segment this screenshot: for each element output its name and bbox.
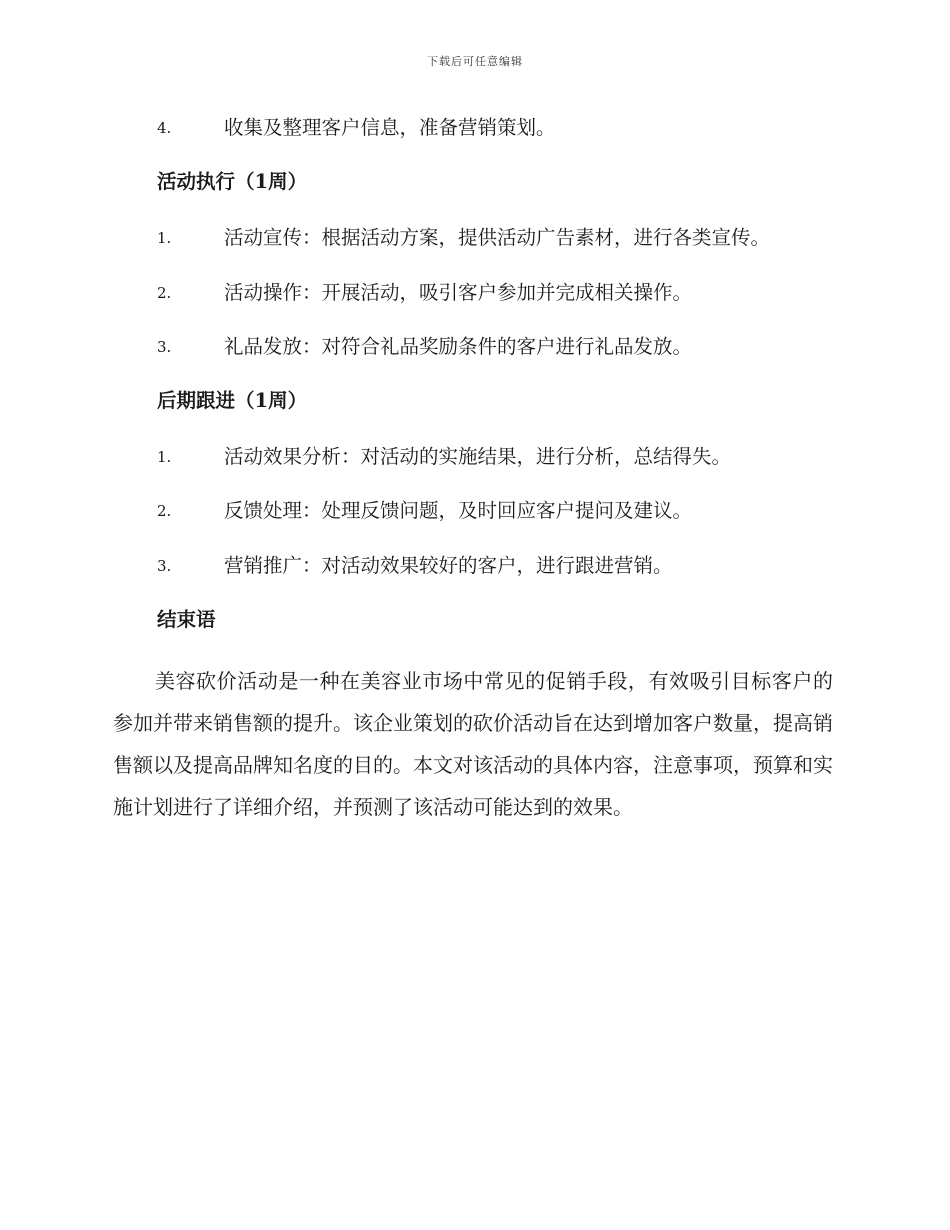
list-item (0, 443, 950, 471)
list-number: 1. (157, 448, 172, 466)
list-number: 2. (157, 502, 172, 520)
list-item (0, 224, 950, 252)
list-item (0, 333, 950, 361)
list-text: 活动操作：开展活动，吸引客户参加并完成相关操作。 (224, 281, 693, 304)
page-header: 下载后可任意编辑 (427, 55, 523, 68)
list-text: 活动效果分析：对活动的实施结果，进行分析，总结得失。 (224, 445, 732, 468)
list-item (0, 552, 950, 580)
list-text: 营销推广：对活动效果较好的客户，进行跟进营销。 (224, 554, 673, 577)
list-number: 2. (157, 284, 172, 302)
list-text: 活动宣传：根据活动方案，提供活动广告素材，进行各类宣传。 (224, 226, 771, 249)
list-number: 3. (157, 338, 172, 356)
list-number: 4. (157, 119, 172, 137)
list-text: 反馈处理：处理反馈问题，及时回应客户提问及建议。 (224, 499, 693, 522)
list-item (0, 114, 950, 142)
list-text: 收集及整理客户信息，准备营销策划。 (224, 116, 556, 139)
list-number: 1. (157, 229, 172, 247)
list-item (0, 279, 950, 307)
section-heading-followup: 后期跟进（1周） (157, 389, 308, 412)
section-heading-execution: 活动执行（1周） (157, 170, 308, 193)
list-number: 3. (157, 557, 172, 575)
list-item (0, 497, 950, 525)
list-text: 礼品发放：对符合礼品奖励条件的客户进行礼品发放。 (224, 335, 693, 358)
conclusion-paragraph: 美容砍价活动是一种在美容业市场中常见的促销手段，有效吸引目标客户的参加并带来销售额的提升。该企业策划的砍价活动旨在达到增加客户数量，提高销售额以及提高品牌知名度的目的。本文对该活动的具体内容，注意事项，预算和实施计划进行了详细介绍，并预测了该活动可能达到的效果。 (113, 669, 833, 819)
section-heading-conclusion: 结束语 (157, 608, 216, 631)
